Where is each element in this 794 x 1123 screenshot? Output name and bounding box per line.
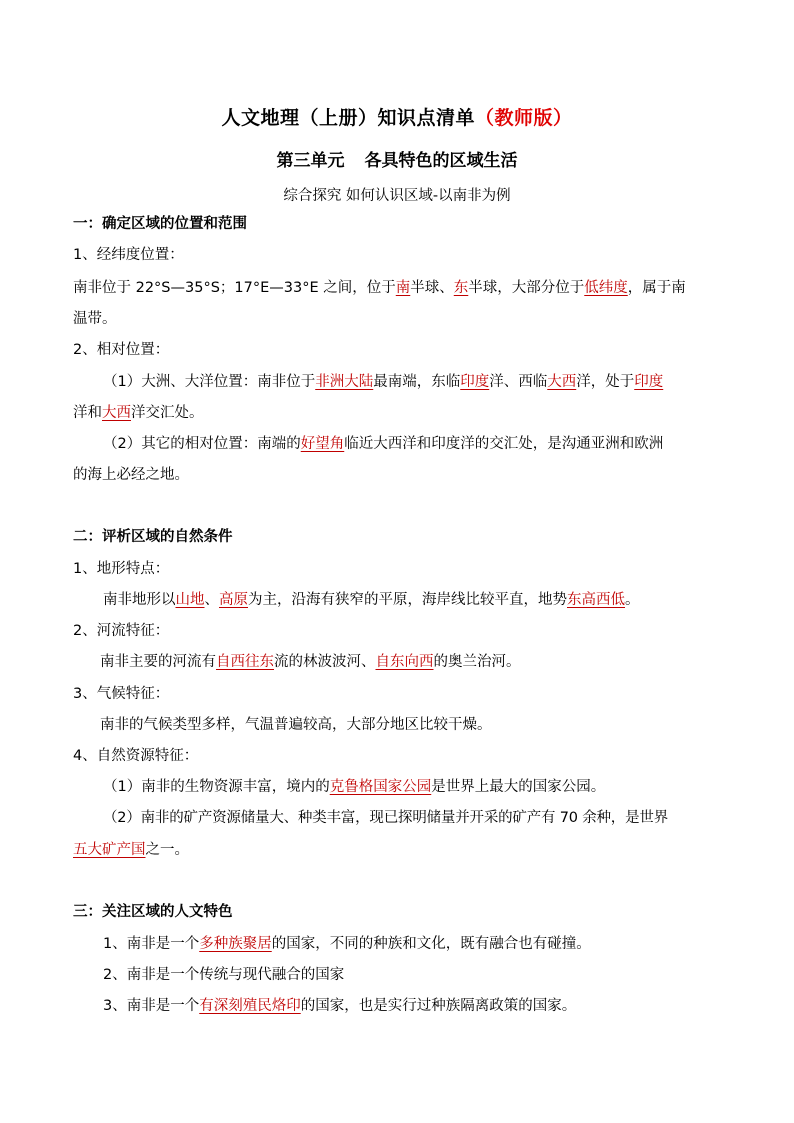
teacher-edition-badge: （教师版）: [475, 107, 573, 129]
s2-t4a-body: （1）南非的生物资源丰富，境内的克鲁格国家公园是世界上最大的国家公园。: [103, 779, 606, 795]
answer-blank: 南: [395, 280, 411, 296]
s1-p2b-line1: （2）其它的相对位置：南端的好望角临近大西洋和印度洋的交汇处，是沟通亚洲和欧洲: [103, 436, 664, 452]
answer-blank: 东高西低: [567, 592, 625, 608]
s2-t1-title: 1、地形特点：: [73, 561, 170, 577]
inquiry-title: 综合探究 如何认识区域-以南非为例: [283, 188, 511, 204]
section-2-heading: 二：评析区域的自然条件: [73, 529, 233, 545]
unit-title: [0, 146, 794, 171]
answer-blank: 克鲁格国家公园: [329, 779, 432, 795]
s1-p2a-line1: （1）大洲、大洋位置：南非位于非洲大陆最南端，东临印度洋、西临大西洋，处于印度: [103, 374, 664, 390]
answer-blank: 高原: [219, 592, 248, 608]
answer-blank: 有深刻殖民烙印: [199, 998, 301, 1014]
s3-item-3: 3、南非是一个有深刻殖民烙印的国家，也是实行过种族隔离政策的国家。: [103, 998, 577, 1014]
answer-blank: 大西: [547, 374, 577, 390]
answer-blank: 山地: [175, 592, 205, 608]
answer-blank: 印度: [460, 374, 490, 390]
section-1-heading: 一：确定区域的位置和范围: [73, 216, 247, 232]
unit-name: 第三单元: [276, 151, 345, 171]
s2-t3-body: 南非的气候类型多样，气温普遍较高，大部分地区比较干燥。: [100, 717, 492, 733]
s1-p1-line1: 南非位于 22°S—35°S；17°E—33°E 之间，位于南半球、东半球，大部分位于低纬度，属于南: [73, 280, 686, 296]
s2-t3-title: 3、气候特征：: [73, 686, 170, 702]
answer-blank: 大西: [102, 405, 131, 421]
answer-blank: 多种族聚居: [199, 936, 272, 952]
title-main: 人文地理（上册）知识点清单: [221, 107, 475, 129]
answer-blank: 低纬度: [584, 280, 628, 296]
s1-p2-title: 2、相对位置：: [73, 342, 170, 358]
s2-t4b-line2: 五大矿产国之一。: [73, 842, 189, 858]
s1-p1-title: 1、经纬度位置：: [73, 247, 184, 263]
section-3-heading: 三：关注区域的人文特色: [73, 904, 233, 920]
answer-blank: 自西往东: [216, 654, 274, 670]
answer-blank: 五大矿产国: [73, 842, 146, 858]
s2-t2-title: 2、河流特征：: [73, 623, 170, 639]
s1-p2a-line2: 洋和大西洋交汇处。: [73, 405, 204, 421]
s1-p2b-line2: 的海上必经之地。: [73, 467, 189, 483]
answer-blank: 印度: [634, 374, 664, 390]
s1-p1-line2: 温带。: [73, 311, 117, 327]
s2-t4b-line1: （2）南非的矿产资源储量大、种类丰富，现已探明储量并开采的矿产有 70 余种，是世界: [103, 810, 668, 826]
s2-t2-body: 南非主要的河流有自西往东流的林波波河、自东向西的奥兰治河。: [100, 654, 521, 670]
answer-blank: 好望角: [300, 436, 345, 452]
answer-blank: 东: [453, 280, 469, 296]
s3-item-2: 2、南非是一个传统与现代融合的国家: [103, 967, 345, 983]
s2-t1-body: 南非地形以山地、高原为主，沿海有狭窄的平原，海岸线比较平直，地势东高西低。: [103, 592, 640, 608]
answer-blank: 自东向西: [375, 654, 434, 670]
answer-blank: 非洲大陆: [315, 374, 374, 390]
s3-item-1: 1、南非是一个多种族聚居的国家，不同的种族和文化，既有融合也有碰撞。: [103, 936, 591, 952]
s2-t4-title: 4、自然资源特征：: [73, 748, 199, 764]
unit-topic: 各具特色的区域生活: [364, 151, 518, 171]
document-title: [0, 103, 794, 130]
